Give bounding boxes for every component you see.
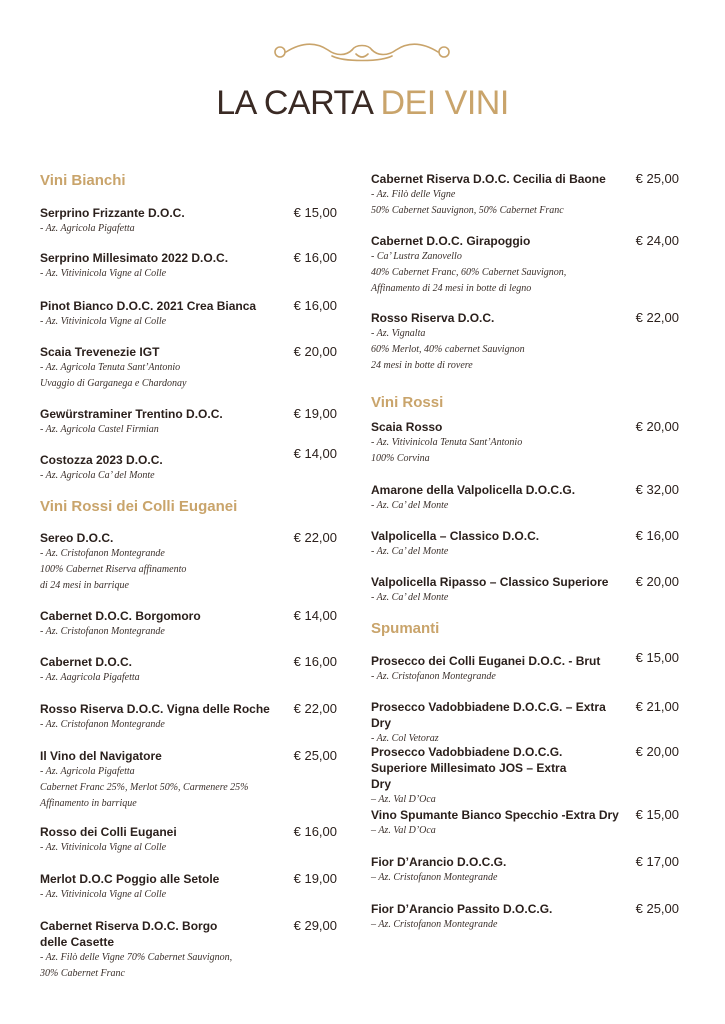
wine-price: € 29,00: [293, 918, 337, 933]
wine-price: € 19,00: [293, 871, 337, 886]
wine-desc: – Az. Val D’Oca: [371, 825, 436, 836]
wine-name: Cabernet Riserva D.O.C. Cecilia di Baone: [371, 172, 606, 186]
wine-desc: Cabernet Franc 25%, Merlot 50%, Carmenere 25%: [40, 782, 249, 793]
wine-item: [40, 654, 337, 686]
wine-price: € 14,00: [293, 446, 337, 461]
wine-price: € 22,00: [635, 310, 679, 325]
wine-item: [40, 918, 337, 982]
wine-item: [40, 205, 337, 237]
wine-desc: Affinamento in barrique: [40, 798, 137, 809]
wine-price: € 16,00: [293, 250, 337, 265]
wine-price: € 15,00: [635, 650, 679, 665]
wine-price: € 32,00: [635, 482, 679, 497]
wine-name: Vino Spumante Bianco Specchio -Extra Dry: [371, 808, 619, 822]
wine-name: Merlot D.O.C Poggio alle Setole: [40, 872, 220, 886]
wine-desc: – Az. Val D’Oca: [371, 794, 436, 805]
wine-desc: 100% Cabernet Riserva affinamento: [40, 564, 187, 575]
page-title: [0, 84, 725, 123]
wine-name: Rosso Riserva D.O.C.: [371, 311, 495, 325]
wine-name: Valpolicella Ripasso – Classico Superiore: [371, 575, 609, 589]
wine-price: € 20,00: [635, 744, 679, 759]
wine-desc: Uvaggio di Garganega e Chardonay: [40, 378, 187, 389]
wine-price: € 25,00: [635, 901, 679, 916]
wine-desc: - Ca’ Lustra Zanovello: [371, 251, 462, 262]
wine-desc: 40% Cabernet Franc, 60% Cabernet Sauvignon,: [371, 267, 567, 278]
wine-name: Serprino Millesimato 2022 D.O.C.: [40, 251, 229, 265]
wine-item: [40, 871, 337, 903]
wine-name: Prosecco Vadobbiadene D.O.C.G. Superiore Millesimato JOS – Extra Dry: [371, 745, 567, 791]
wine-desc: - Az. Agricola Ca’ del Monte: [40, 470, 155, 481]
section-title-vini-bianchi: Vini Bianchi: [40, 172, 126, 189]
wine-item: [40, 748, 337, 812]
wine-price: € 25,00: [293, 748, 337, 763]
wine-item: [40, 298, 337, 330]
wine-name: Prosecco dei Colli Euganei D.O.C. - Brut: [371, 654, 601, 668]
wine-desc: - Az. Vitivinicola Vigne al Colle: [40, 889, 167, 900]
wine-desc: - Az. Cristofanon Montegrande: [371, 671, 496, 682]
wine-desc: – Az. Cristofanon Montegrande: [371, 872, 498, 883]
wine-price: € 16,00: [293, 654, 337, 669]
wine-price: € 15,00: [293, 205, 337, 220]
section-title-colli-euganei: Vini Rossi dei Colli Euganei: [40, 498, 238, 515]
wine-price: € 25,00: [635, 171, 679, 186]
wine-name: Cabernet D.O.C. Girapoggio: [371, 234, 531, 248]
wine-desc: Affinamento di 24 mesi in botte di legno: [371, 283, 532, 294]
wine-desc: 50% Cabernet Sauvignon, 50% Cabernet Franc: [371, 205, 564, 216]
wine-desc: 24 mesi in botte di rovere: [371, 360, 473, 371]
wine-desc: - Az. Ca’ del Monte: [371, 592, 449, 603]
wine-item: [40, 824, 337, 856]
wine-desc: - Az. Cristofanon Montegrande: [40, 548, 165, 559]
wine-name: Scaia Trevenezie IGT: [40, 345, 160, 359]
wine-desc: - Az. Ca’ del Monte: [371, 500, 449, 511]
wine-desc: - Az. Col Vetoraz: [371, 733, 439, 744]
wine-name: Fior D’Arancio Passito D.O.C.G.: [371, 902, 553, 916]
wine-item: [40, 701, 337, 733]
wine-desc: - Az. Aagricola Pigafetta: [40, 672, 140, 683]
wine-name: Costozza 2023 D.O.C.: [40, 453, 163, 467]
wine-desc: - Az. Cristofanon Montegrande: [40, 626, 165, 637]
wine-name: Cabernet Riserva D.O.C. Borgo delle Casette: [40, 919, 218, 949]
wine-name: Rosso Riserva D.O.C. Vigna delle Roche: [40, 702, 270, 716]
wine-item: [371, 807, 679, 839]
wine-name: Valpolicella – Classico D.O.C.: [371, 529, 540, 543]
wine-price: € 16,00: [293, 298, 337, 313]
wine-name: Amarone della Valpolicella D.O.C.G.: [371, 483, 576, 497]
wine-item: [371, 171, 679, 219]
title-accent: DEI VINI: [380, 84, 509, 122]
wine-item: [371, 528, 679, 560]
wine-price: € 22,00: [293, 701, 337, 716]
wine-price: € 22,00: [293, 530, 337, 545]
wine-item: [371, 744, 679, 808]
ornament-flourish-icon: [272, 38, 452, 66]
section-title-spumanti: Spumanti: [371, 620, 440, 637]
wine-price: € 16,00: [293, 824, 337, 839]
wine-name: Serprino Frizzante D.O.C.: [40, 206, 185, 220]
wine-name: Il Vino del Navigatore: [40, 749, 162, 763]
wine-item: [40, 608, 337, 640]
wine-price: € 16,00: [635, 528, 679, 543]
wine-price: € 19,00: [293, 406, 337, 421]
wine-price: € 17,00: [635, 854, 679, 869]
wine-price: € 15,00: [635, 807, 679, 822]
wine-name: Pinot Bianco D.O.C. 2021 Crea Bianca: [40, 299, 257, 313]
wine-desc: 100% Corvina: [371, 453, 430, 464]
wine-item: [371, 233, 679, 297]
wine-desc: - Az. Filò delle Vigne 70% Cabernet Sauvignon,: [40, 952, 233, 963]
wine-name: Sereo D.O.C.: [40, 531, 114, 545]
wine-name: Cabernet D.O.C. Borgomoro: [40, 609, 201, 623]
wine-desc: - Az. Agricola Pigafetta: [40, 223, 135, 234]
wine-item: [371, 482, 679, 514]
wine-price: € 14,00: [293, 608, 337, 623]
wine-desc: - Az. Vignalta: [371, 328, 426, 339]
wine-item: [371, 854, 679, 886]
wine-item: [371, 650, 679, 685]
wine-price: € 24,00: [635, 233, 679, 248]
wine-desc: - Az. Vitivinicola Vigne al Colle: [40, 316, 167, 327]
wine-item: [371, 419, 679, 467]
wine-item: [371, 310, 679, 374]
wine-desc: 30% Cabernet Franc: [40, 968, 125, 979]
wine-price: € 20,00: [635, 419, 679, 434]
wine-item: [40, 406, 337, 438]
wine-desc: - Az. Agricola Tenuta Sant’Antonio: [40, 362, 181, 373]
wine-item: [371, 901, 679, 933]
wine-item: [40, 446, 337, 484]
wine-item: [371, 574, 679, 606]
wine-desc: - Az. Filò delle Vigne: [371, 189, 456, 200]
wine-price: € 20,00: [293, 344, 337, 359]
wine-name: Scaia Rosso: [371, 420, 443, 434]
wine-desc: di 24 mesi in barrique: [40, 580, 129, 591]
wine-desc: - Az. Agricola Pigafetta: [40, 766, 135, 777]
wine-name: Rosso dei Colli Euganei: [40, 825, 177, 839]
wine-desc: - Az. Vitivinicola Tenuta Sant’Antonio: [371, 437, 523, 448]
wine-desc: - Az. Agricola Castel Firmian: [40, 424, 159, 435]
wine-desc: - Az. Vitivinicola Vigne al Colle: [40, 268, 167, 279]
wine-name: Cabernet D.O.C.: [40, 655, 133, 669]
wine-desc: - Az. Cristofanon Montegrande: [40, 719, 165, 730]
wine-item: [40, 344, 337, 392]
wine-desc: 60% Merlot, 40% cabernet Sauvignon: [371, 344, 525, 355]
wine-name: Fior D’Arancio D.O.C.G.: [371, 855, 507, 869]
wine-name: Gewürstraminer Trentino D.O.C.: [40, 407, 223, 421]
wine-name: Prosecco Vadobbiadene D.O.C.G. – Extra Dry: [371, 700, 606, 730]
wine-item: [40, 530, 337, 594]
wine-desc: – Az. Cristofanon Montegrande: [371, 919, 498, 930]
wine-item: [40, 250, 337, 282]
section-title-vini-rossi: Vini Rossi: [371, 394, 444, 411]
wine-item: [371, 699, 679, 747]
wine-desc: - Az. Ca’ del Monte: [371, 546, 449, 557]
wine-desc: - Az. Vitivinicola Vigne al Colle: [40, 842, 167, 853]
wine-price: € 20,00: [635, 574, 679, 589]
title-main: LA CARTA: [216, 84, 372, 122]
wine-price: € 21,00: [635, 699, 679, 714]
